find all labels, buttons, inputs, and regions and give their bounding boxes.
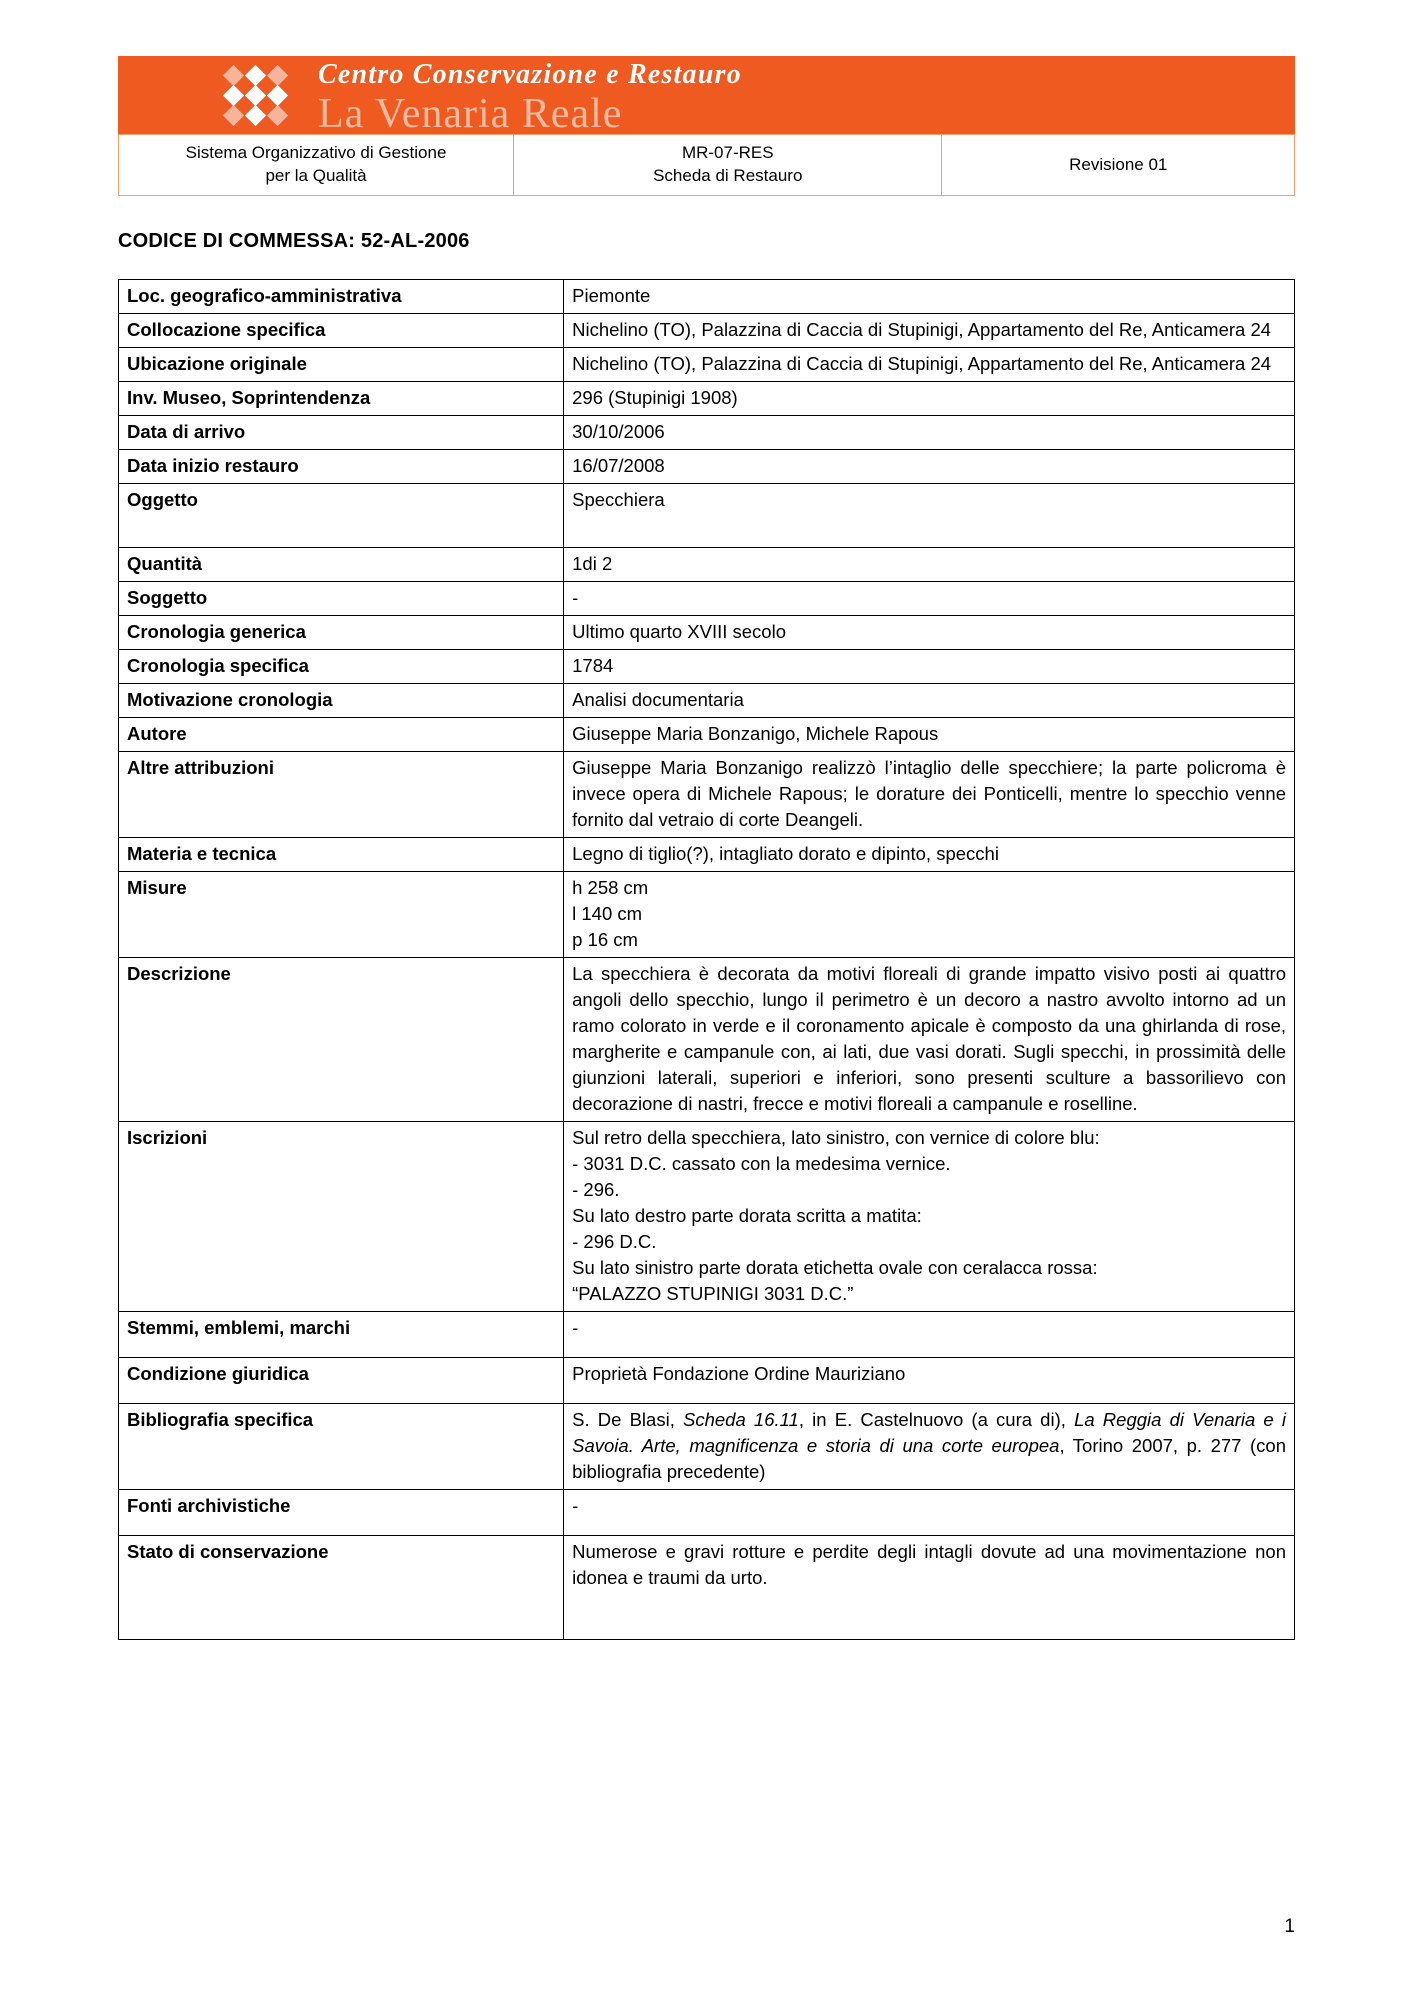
- document-header-table: [118, 134, 1295, 196]
- header-cell-revision: [942, 135, 1295, 196]
- field-label: Altre attribuzioni: [119, 752, 564, 838]
- field-label: Stato di conservazione: [119, 1536, 564, 1640]
- field-label: Data inizio restauro: [119, 450, 564, 484]
- field-label: Soggetto: [119, 582, 564, 616]
- field-label: Oggetto: [119, 484, 564, 548]
- table-row: [119, 616, 1295, 650]
- table-row: [119, 650, 1295, 684]
- field-value: Giuseppe Maria Bonzanigo, Michele Rapous: [564, 718, 1295, 752]
- table-row: [119, 450, 1295, 484]
- table-row: [119, 1404, 1295, 1490]
- field-label: Stemmi, emblemi, marchi: [119, 1312, 564, 1358]
- field-label: Cronologia specifica: [119, 650, 564, 684]
- field-label: Descrizione: [119, 958, 564, 1122]
- banner-title-block: [318, 58, 742, 134]
- header-revision: Revisione 01: [1069, 154, 1168, 174]
- field-value: La specchiera è decorata da motivi floreali di grande impatto visivo posti ai quattro angoli dello specchio, lungo il perimetro è un decoro a nastro avvolto intorno ad un ramo colorato in verde e il coronamento apicale è composto da una ghirlanda di rose, margherite e campanule con, ai lati, due vasi dorati. Sugli specchi, in prossimità delle giunzioni laterali, superiori e inferiori, sono presenti sculture a bassorilievo con decorazione di nastri, frecce e motivi floreali a campanule e roselline.: [564, 958, 1295, 1122]
- table-row: [119, 718, 1295, 752]
- field-label: Fonti archivistiche: [119, 1490, 564, 1536]
- field-label: Inv. Museo, Soprintendenza: [119, 382, 564, 416]
- field-value: Legno di tiglio(?), intagliato dorato e dipinto, specchi: [564, 838, 1295, 872]
- table-row: [119, 958, 1295, 1122]
- header-form-title: Scheda di Restauro: [653, 166, 803, 185]
- table-row: [119, 314, 1295, 348]
- field-value: Piemonte: [564, 280, 1295, 314]
- field-label: Materia e tecnica: [119, 838, 564, 872]
- banner-title-line1: Centro Conservazione e Restauro: [318, 59, 742, 90]
- field-value: 16/07/2008: [564, 450, 1295, 484]
- table-row: [119, 1536, 1295, 1640]
- table-row: [119, 838, 1295, 872]
- table-row: [119, 1358, 1295, 1404]
- page-number: 1: [1284, 1916, 1295, 1937]
- field-label: Bibliografia specifica: [119, 1404, 564, 1490]
- field-value: -: [564, 582, 1295, 616]
- table-row: [119, 1312, 1295, 1358]
- field-label: Motivazione cronologia: [119, 684, 564, 718]
- field-label: Loc. geografico-amministrativa: [119, 280, 564, 314]
- header-system-line1: Sistema Organizzativo di Gestione: [185, 143, 447, 162]
- field-value: Nichelino (TO), Palazzina di Caccia di Stupinigi, Appartamento del Re, Anticamera 24: [564, 348, 1295, 382]
- field-value: -: [564, 1312, 1295, 1358]
- table-row: [119, 348, 1295, 382]
- header-system-line2: per la Qualità: [265, 166, 367, 185]
- field-value: S. De Blasi, Scheda 16.11, in E. Castelnuovo (a cura di), La Reggia di Venaria e i Savoia. Arte, magnificenza e storia di una corte europea, Torino 2007, p. 277 (con bibliografia precedente): [564, 1404, 1295, 1490]
- field-label: Ubicazione originale: [119, 348, 564, 382]
- field-value: 1di 2: [564, 548, 1295, 582]
- field-label: Cronologia generica: [119, 616, 564, 650]
- table-row: [119, 548, 1295, 582]
- field-value: -: [564, 1490, 1295, 1536]
- restoration-data-table: [118, 279, 1295, 1640]
- table-row: [119, 752, 1295, 838]
- field-label: Autore: [119, 718, 564, 752]
- table-row: [119, 416, 1295, 450]
- field-label: Iscrizioni: [119, 1122, 564, 1312]
- field-value: Proprietà Fondazione Ordine Mauriziano: [564, 1358, 1295, 1404]
- field-value: h 258 cm l 140 cm p 16 cm: [564, 872, 1295, 958]
- diamond-logo-icon: [226, 68, 298, 126]
- table-row: [119, 1122, 1295, 1312]
- field-value: 30/10/2006: [564, 416, 1295, 450]
- page-title: CODICE DI COMMESSA: 52-AL-2006: [118, 230, 470, 252]
- banner-title-line2: La Venaria Reale: [318, 91, 623, 134]
- table-row: [119, 382, 1295, 416]
- table-row: [119, 872, 1295, 958]
- field-value: Giuseppe Maria Bonzanigo realizzò l’intaglio delle specchiere; la parte policroma è invece opera di Michele Rapous; le dorature dei Ponticelli, mentre lo specchio venne fornito dal vetraio di corte Deangeli.: [564, 752, 1295, 838]
- table-row: [119, 684, 1295, 718]
- field-value: 1784: [564, 650, 1295, 684]
- header-cell-form: [514, 135, 942, 196]
- table-row: [119, 484, 1295, 548]
- field-value: Numerose e gravi rotture e perdite degli intagli dovute ad una movimentazione non idonea e traumi da urto.: [564, 1536, 1295, 1640]
- table-row: [119, 280, 1295, 314]
- table-row: [119, 582, 1295, 616]
- field-label: Misure: [119, 872, 564, 958]
- field-label: Condizione giuridica: [119, 1358, 564, 1404]
- field-value: Specchiera: [564, 484, 1295, 548]
- table-row: [119, 135, 1295, 196]
- field-value: Analisi documentaria: [564, 684, 1295, 718]
- field-value: Ultimo quarto XVIII secolo: [564, 616, 1295, 650]
- header-cell-system: [119, 135, 514, 196]
- field-value: Sul retro della specchiera, lato sinistro, con vernice di colore blu: - 3031 D.C. cassato con la medesima vernice. - 296. Su lato destro parte dorata scritta a matita: - 296 D.C. Su lato sinistro parte dorata etichetta ovale con ceralacca rossa: “PALAZZO STUPINIGI 3031 D.C.”: [564, 1122, 1295, 1312]
- header-banner: [118, 56, 1295, 134]
- field-value: 296 (Stupinigi 1908): [564, 382, 1295, 416]
- field-label: Collocazione specifica: [119, 314, 564, 348]
- field-value: Nichelino (TO), Palazzina di Caccia di Stupinigi, Appartamento del Re, Anticamera 24: [564, 314, 1295, 348]
- field-label: Quantità: [119, 548, 564, 582]
- header-form-code: MR-07-RES: [681, 143, 774, 162]
- table-row: [119, 1490, 1295, 1536]
- field-label: Data di arrivo: [119, 416, 564, 450]
